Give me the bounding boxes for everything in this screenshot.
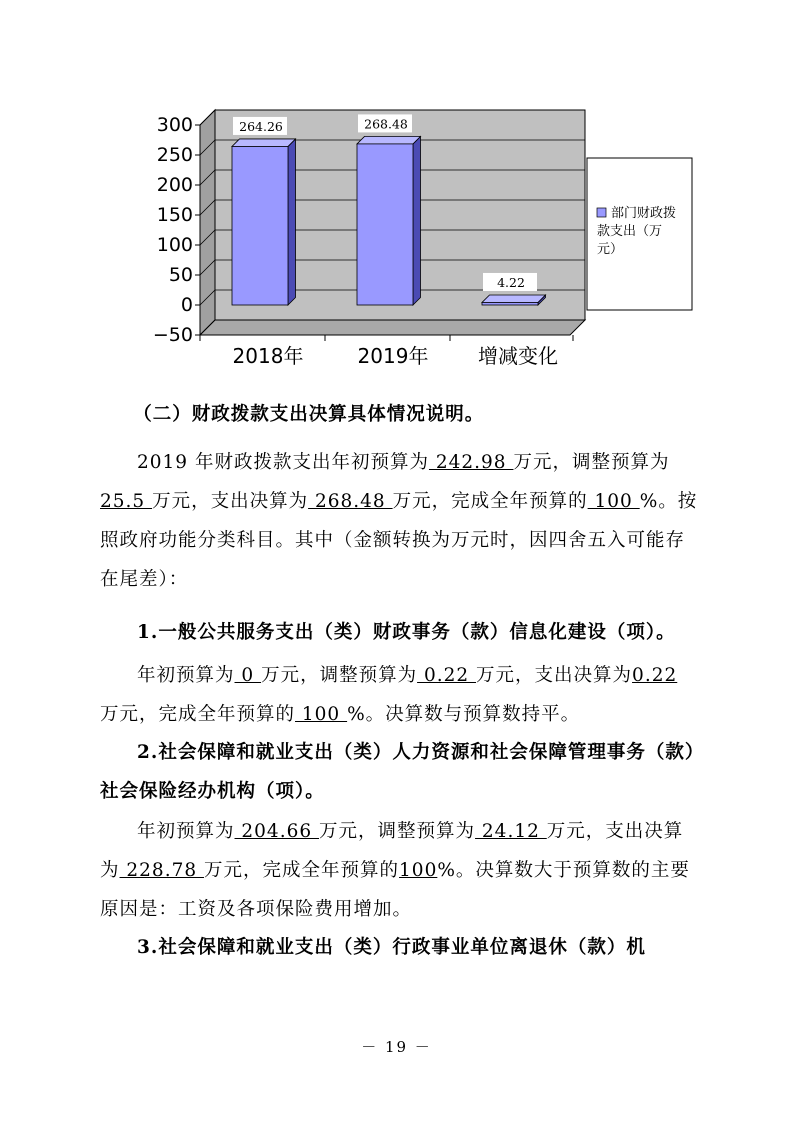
intro-paragraph: 2019 年财政拨款支出年初预算为 242.98 万元，调整预算为 25.5 万元，支出决算为 268.48 万元，完成全年预算的 100 %。按照政府功能分类科目。其中（金额转换为万元时，因四舍五入可能存在尾差）： [100, 452, 698, 590]
section-heading: （二）财政拨款支出决算具体情况说明。 [133, 404, 485, 425]
bar-side [288, 139, 296, 305]
y-tick-label: 150 [156, 204, 193, 226]
item-1-paragraph: 年初预算为 0 万元，调整预算为 0.22 万元，支出决算为0.22 万元，完成全年预算的 100 %。决算数与预算数持平。 [100, 665, 678, 725]
item-2-heading: 2.社会保障和就业支出（类）人力资源和社会保障管理事务（款）社会保险经办机构（项）。 [100, 742, 696, 802]
legend-label: 元） [597, 242, 624, 257]
y-tick-label: 100 [156, 234, 193, 256]
legend-swatch [597, 208, 606, 217]
bar [232, 146, 288, 305]
page-number: － 19 － [361, 1038, 432, 1056]
bar [357, 144, 413, 305]
item-2-paragraph: 年初预算为 204.66 万元，调整预算为 24.12 万元，支出决算为 228.78 万元，完成全年预算的100%。决算数大于预算数的主要原因是：工资及各项保险费用增加。 [100, 821, 690, 920]
y-tick-label: 0 [180, 294, 193, 316]
legend-label: 款支出（万 [597, 224, 663, 239]
chart-side-wall [200, 110, 215, 335]
y-tick-label: 250 [156, 144, 193, 166]
data-label: 264.26 [239, 118, 283, 134]
x-tick-label: 增减变化 [478, 344, 558, 368]
y-tick-label: 300 [156, 114, 193, 136]
y-tick-label: −50 [152, 324, 193, 346]
bar-top [482, 295, 546, 303]
expenditure-bar-chart [145, 105, 705, 375]
x-tick-label: 2018年 [232, 344, 304, 368]
bar [482, 302, 538, 305]
y-tick-label: 50 [168, 264, 193, 286]
y-tick-label: 200 [156, 174, 193, 196]
item-1-heading: 1.一般公共服务支出（类）财政事务（款）信息化建设（项）。 [137, 622, 676, 643]
data-label: 4.22 [497, 274, 525, 290]
bar-side [413, 136, 421, 305]
chart-floor [200, 320, 585, 335]
legend-label: 部门财政拨 [611, 206, 677, 221]
x-tick-label: 2019年 [357, 344, 429, 368]
bar-top [232, 139, 296, 147]
item-3-heading: 3.社会保障和就业支出（类）行政事业单位离退休（款）机 [137, 937, 646, 958]
bar-top [357, 136, 421, 144]
data-label: 268.48 [364, 116, 408, 132]
